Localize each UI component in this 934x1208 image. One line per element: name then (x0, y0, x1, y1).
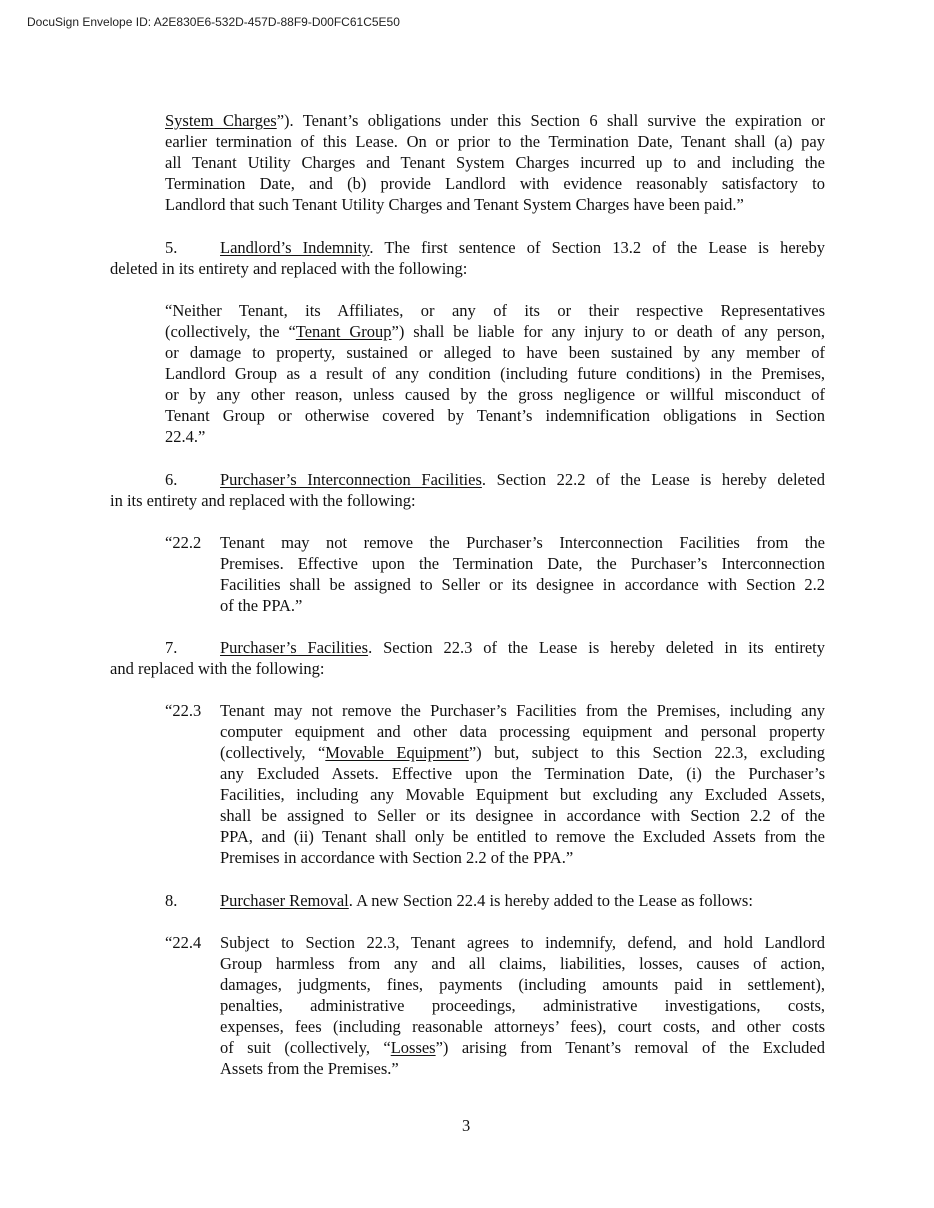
text-segment: ”) arising from Tenant’s removal of the Excluded (435, 1038, 825, 1057)
section-number: 6. (165, 470, 178, 489)
underlined-term: Purchaser’s Facilities (220, 638, 369, 657)
text-segment: shall be assigned to Seller or its designee in accordance with Section 2.2 of the (220, 806, 825, 825)
underlined-term: Purchaser Removal (220, 891, 349, 910)
text-line (220, 806, 825, 827)
text-line (220, 533, 825, 554)
text-line (165, 385, 825, 406)
text-line (165, 322, 825, 343)
text-line (220, 1059, 825, 1080)
text-line (220, 470, 825, 491)
text-segment: of the PPA.” (220, 596, 303, 615)
text-segment: 22.4.” (165, 427, 206, 446)
text-line (220, 1038, 825, 1059)
text-segment: Subject to Section 22.3, Tenant agrees to indemnify, defend, and hold Landlord (220, 933, 825, 952)
text-segment: and replaced with the following: (110, 659, 325, 678)
text-segment: computer equipment and other data processing equipment and personal property (220, 722, 825, 741)
text-segment: . Section 22.3 of the Lease is hereby deleted in its entirety (368, 638, 826, 657)
text-segment: Premises. Effective upon the Termination Date, the Purchaser’s Interconnection (220, 554, 825, 573)
underlined-term: Purchaser’s Interconnection Facilities (220, 470, 482, 489)
text-line (165, 364, 825, 385)
text-line (110, 491, 825, 512)
section-number: “22.3 (165, 701, 202, 720)
text-segment: (collectively, “ (220, 743, 326, 762)
text-line (220, 722, 825, 743)
underlined-term: Movable Equipment (325, 743, 469, 762)
text-line (220, 238, 825, 259)
text-segment: Tenant Group or otherwise covered by Tenant’s indemnification obligations in Section (165, 406, 825, 425)
text-line (165, 406, 825, 427)
text-segment: any Excluded Assets. Effective upon the Termination Date, (i) the Purchaser’s (220, 764, 825, 783)
text-segment: expenses, fees (including reasonable attorneys’ fees), court costs, and other costs (220, 1017, 825, 1036)
text-segment: ”) shall be liable for any injury to or death of any person, (391, 322, 825, 341)
text-line (165, 343, 825, 364)
section-number: 8. (165, 891, 178, 910)
text-segment: Landlord Group as a result of any condition (including future conditions) in the Premises, (165, 364, 825, 383)
text-line (220, 554, 825, 575)
text-segment: PPA, and (ii) Tenant shall only be entitled to remove the Excluded Assets from the (220, 827, 825, 846)
text-segment: (collectively, the “ (165, 322, 296, 341)
section-number: “22.2 (165, 533, 202, 552)
text-line (110, 259, 825, 280)
text-segment: ”) but, subject to this Section 22.3, excluding (468, 743, 825, 762)
underlined-term: Losses (390, 1038, 436, 1057)
text-segment: . A new Section 22.4 is hereby added to the Lease as follows: (348, 891, 753, 910)
docusign-envelope-id: DocuSign Envelope ID: A2E830E6-532D-457D-88F9-D00FC61C5E50 (27, 15, 400, 29)
text-line (220, 954, 825, 975)
text-line (220, 848, 825, 869)
text-line (220, 891, 825, 912)
text-line (220, 975, 825, 996)
text-segment: . Section 22.2 of the Lease is hereby deleted (481, 470, 826, 489)
text-line (220, 743, 825, 764)
text-segment: Group harmless from any and all claims, liabilities, losses, causes of action, (220, 954, 825, 973)
text-line (110, 659, 825, 680)
text-segment: “Neither Tenant, its Affiliates, or any of its or their respective Representatives (165, 301, 825, 320)
text-segment: or damage to property, sustained or alleged to have been sustained by any member of (165, 343, 825, 362)
text-segment: . The first sentence of Section 13.2 of the Lease is hereby (369, 238, 825, 257)
text-segment: Facilities shall be assigned to Seller or its designee in accordance with Section 2.2 (220, 575, 825, 594)
underlined-term: Landlord’s Indemnity (220, 238, 370, 257)
text-line (220, 1017, 825, 1038)
underlined-term: Tenant Group (295, 322, 392, 341)
text-line (165, 132, 825, 153)
text-line (220, 701, 825, 722)
text-segment: Termination Date, and (b) provide Landlord with evidence reasonably satisfactory to (165, 174, 825, 193)
text-segment: of suit (collectively, “ (220, 1038, 391, 1057)
text-line (220, 638, 825, 659)
underlined-term: System Charges (165, 111, 277, 130)
text-line (165, 153, 825, 174)
text-segment: Tenant may not remove the Purchaser’s Facilities from the Premises, including any (220, 701, 825, 720)
text-line (165, 301, 825, 322)
text-line (220, 933, 825, 954)
section-number: 7. (165, 638, 178, 657)
page-number: 3 (462, 1116, 471, 1135)
text-segment: or by any other reason, unless caused by the gross negligence or willful misconduct of (165, 385, 825, 404)
text-segment: Tenant may not remove the Purchaser’s Interconnection Facilities from the (220, 533, 825, 552)
text-segment: penalties, administrative proceedings, administrative investigations, costs, (220, 996, 825, 1015)
text-segment: in its entirety and replaced with the following: (110, 491, 416, 510)
text-line (220, 827, 825, 848)
text-line (220, 764, 825, 785)
text-segment: ”). Tenant’s obligations under this Section 6 shall survive the expiration or (276, 111, 825, 130)
section-number: “22.4 (165, 933, 202, 952)
text-segment: Facilities, including any Movable Equipment but excluding any Excluded Assets, (220, 785, 825, 804)
text-line (165, 427, 825, 448)
text-line (220, 575, 825, 596)
text-segment: Premises in accordance with Section 2.2 of the PPA.” (220, 848, 574, 867)
text-line (165, 174, 825, 195)
text-line (220, 596, 825, 617)
text-segment: damages, judgments, fines, payments (including amounts paid in settlement), (220, 975, 825, 994)
text-segment: Landlord that such Tenant Utility Charges and Tenant System Charges have been paid.” (165, 195, 744, 214)
text-line (220, 996, 825, 1017)
section-number: 5. (165, 238, 178, 257)
text-segment: Assets from the Premises.” (220, 1059, 399, 1078)
text-line (165, 195, 825, 216)
text-line (220, 785, 825, 806)
text-segment: all Tenant Utility Charges and Tenant System Charges incurred up to and including the (165, 153, 825, 172)
text-segment: deleted in its entirety and replaced with the following: (110, 259, 468, 278)
text-segment: earlier termination of this Lease. On or prior to the Termination Date, Tenant shall (a) pay (165, 132, 825, 151)
text-line (165, 111, 825, 132)
